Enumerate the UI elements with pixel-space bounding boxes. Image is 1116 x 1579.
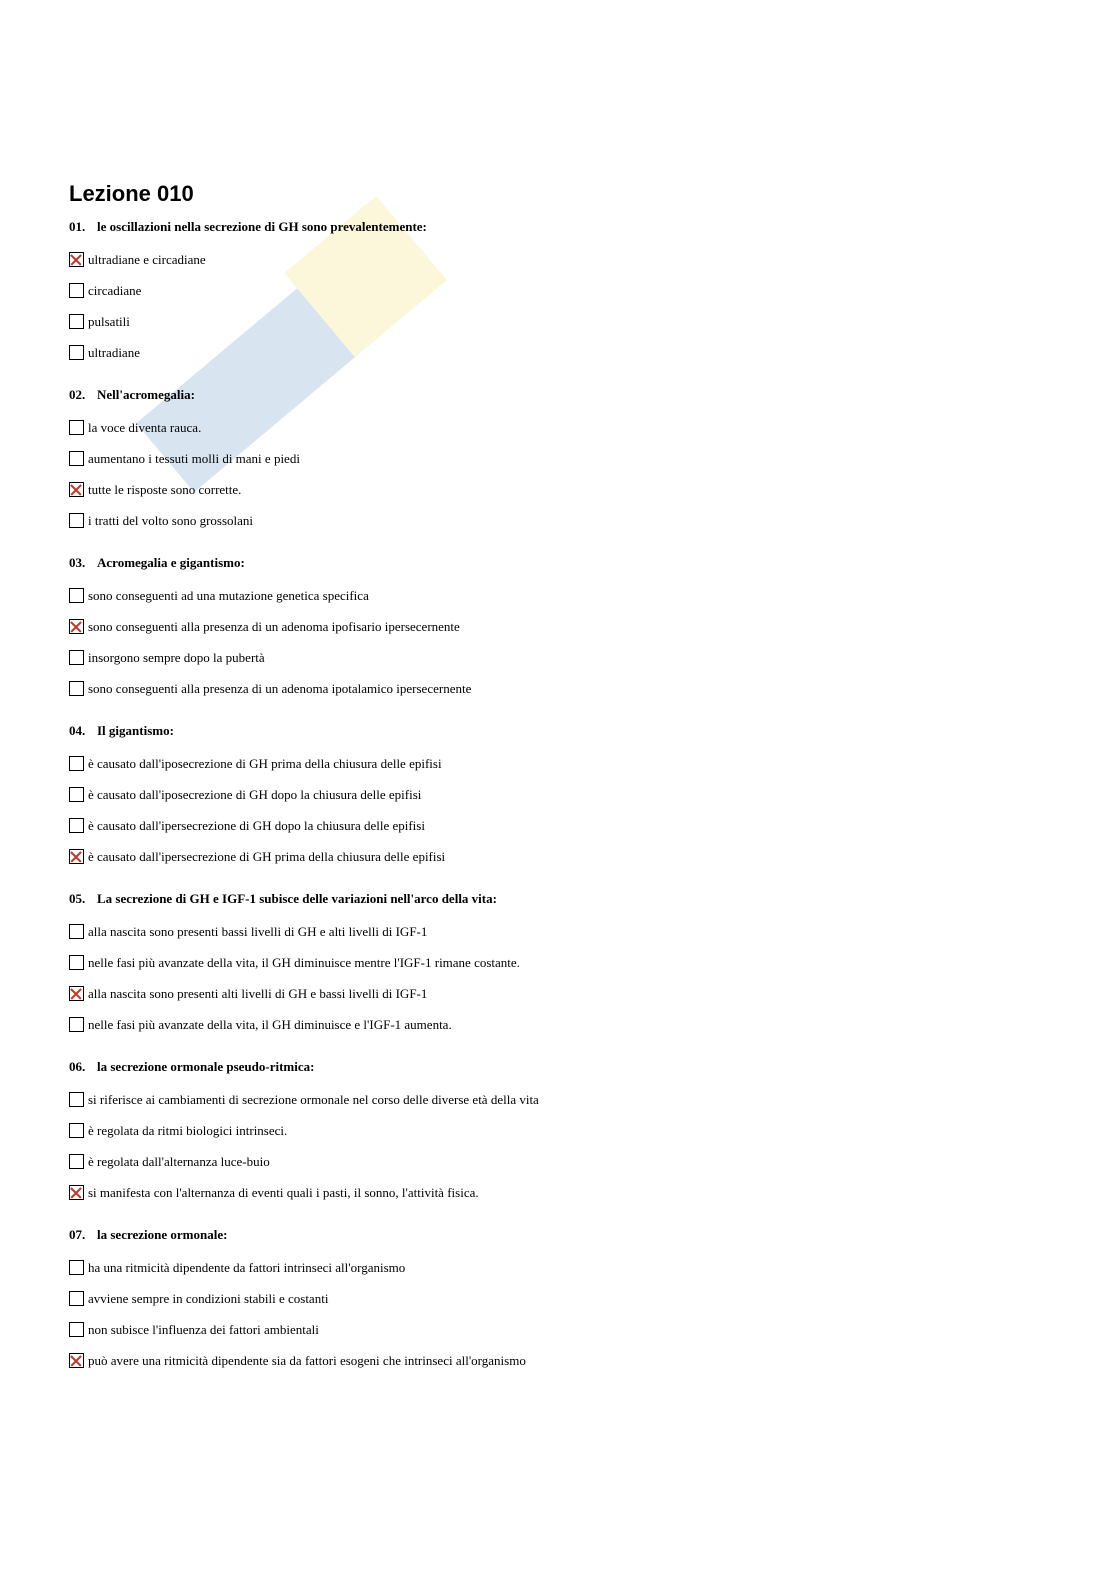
checkbox[interactable]	[69, 451, 84, 466]
question-number: 05.	[69, 891, 86, 906]
answer-option[interactable]	[69, 947, 1049, 978]
answer-label: tutte le risposte sono corrette.	[88, 481, 242, 497]
checkbox[interactable]	[69, 513, 84, 528]
answer-label: sono conseguenti alla presenza di un adenoma ipotalamico ipersecernente	[88, 680, 472, 696]
answer-option[interactable]	[69, 1009, 1049, 1040]
question-text: Il gigantismo:	[97, 723, 174, 738]
checkbox[interactable]	[69, 1123, 84, 1138]
checked-checkbox[interactable]	[69, 1185, 84, 1200]
question-block	[69, 384, 1049, 536]
question-block	[69, 720, 1049, 872]
answer-option[interactable]	[69, 779, 1049, 810]
checkbox[interactable]	[69, 1322, 84, 1337]
question-list	[69, 216, 1049, 1392]
answer-option[interactable]	[69, 611, 1049, 642]
answer-option[interactable]	[69, 412, 1049, 443]
checkbox[interactable]	[69, 1154, 84, 1169]
question-block	[69, 1224, 1049, 1376]
checkbox[interactable]	[69, 283, 84, 298]
answer-label: nelle fasi più avanzate della vita, il GH diminuisce e l'IGF-1 aumenta.	[88, 1016, 452, 1032]
checkbox[interactable]	[69, 314, 84, 329]
answer-label: circadiane	[88, 282, 142, 298]
answer-option[interactable]	[69, 306, 1049, 337]
answer-option[interactable]	[69, 505, 1049, 536]
checkbox[interactable]	[69, 420, 84, 435]
answer-label: alla nascita sono presenti bassi livelli di GH e alti livelli di IGF-1	[88, 923, 428, 939]
checked-checkbox[interactable]	[69, 1353, 84, 1368]
answer-option[interactable]	[69, 1314, 1049, 1345]
question-text: la secrezione ormonale pseudo-ritmica:	[97, 1059, 315, 1074]
answer-label: ultradiane	[88, 344, 140, 360]
answer-label: è causato dall'iposecrezione di GH dopo la chiusura delle epifisi	[88, 786, 422, 802]
answer-option[interactable]	[69, 748, 1049, 779]
answer-label: alla nascita sono presenti alti livelli di GH e bassi livelli di IGF-1	[88, 985, 428, 1001]
answer-label: la voce diventa rauca.	[88, 419, 202, 435]
checkbox[interactable]	[69, 650, 84, 665]
answer-label: sono conseguenti ad una mutazione genetica specifica	[88, 587, 369, 603]
answer-label: si manifesta con l'alternanza di eventi quali i pasti, il sonno, l'attività fisica.	[88, 1184, 479, 1200]
answer-option[interactable]	[69, 642, 1049, 673]
checkbox[interactable]	[69, 1017, 84, 1032]
question-block	[69, 1056, 1049, 1208]
answer-label: è causato dall'iposecrezione di GH prima della chiusura delle epifisi	[88, 755, 442, 771]
question-heading	[69, 1056, 1049, 1078]
checked-checkbox[interactable]	[69, 482, 84, 497]
question-block	[69, 888, 1049, 1040]
checkbox[interactable]	[69, 924, 84, 939]
answer-label: aumentano i tessuti molli di mani e piedi	[88, 450, 300, 466]
answer-option[interactable]	[69, 244, 1049, 275]
question-number: 06.	[69, 1059, 86, 1074]
answer-option[interactable]	[69, 1252, 1049, 1283]
question-text: La secrezione di GH e IGF-1 subisce delle variazioni nell'arco della vita:	[97, 891, 497, 906]
answer-label: i tratti del volto sono grossolani	[88, 512, 254, 528]
checkbox[interactable]	[69, 1260, 84, 1275]
checked-checkbox[interactable]	[69, 849, 84, 864]
answer-label: ha una ritmicità dipendente da fattori intrinseci all'organismo	[88, 1259, 406, 1275]
checkbox[interactable]	[69, 955, 84, 970]
answer-label: avviene sempre in condizioni stabili e costanti	[88, 1290, 329, 1306]
answer-option[interactable]	[69, 841, 1049, 872]
answer-label: è causato dall'ipersecrezione di GH prima della chiusura delle epifisi	[88, 848, 446, 864]
answer-label: non subisce l'influenza dei fattori ambientali	[88, 1321, 319, 1337]
checkbox[interactable]	[69, 1092, 84, 1107]
checkbox[interactable]	[69, 588, 84, 603]
answer-option[interactable]	[69, 978, 1049, 1009]
checkbox[interactable]	[69, 1291, 84, 1306]
checked-checkbox[interactable]	[69, 986, 84, 1001]
question-block	[69, 552, 1049, 704]
answer-label: è regolata da ritmi biologici intrinseci.	[88, 1122, 288, 1138]
question-text: Acromegalia e gigantismo:	[97, 555, 245, 570]
answer-label: può avere una ritmicità dipendente sia da fattori esogeni che intrinseci all'organismo	[88, 1352, 526, 1368]
answer-option[interactable]	[69, 1283, 1049, 1314]
answer-label: sono conseguenti alla presenza di un adenoma ipofisario ipersecernente	[88, 618, 460, 634]
answer-option[interactable]	[69, 1084, 1049, 1115]
answer-label: è regolata dall'alternanza luce-buio	[88, 1153, 270, 1169]
answer-option[interactable]	[69, 1146, 1049, 1177]
answer-option[interactable]	[69, 580, 1049, 611]
page-title: Lezione 010	[69, 181, 194, 206]
question-text: la secrezione ormonale:	[97, 1227, 228, 1242]
answer-option[interactable]	[69, 1345, 1049, 1376]
answer-option[interactable]	[69, 1115, 1049, 1146]
checked-checkbox[interactable]	[69, 252, 84, 267]
question-number: 04.	[69, 723, 86, 738]
checkbox[interactable]	[69, 787, 84, 802]
question-number: 01.	[69, 219, 86, 234]
checkbox[interactable]	[69, 756, 84, 771]
question-heading	[69, 384, 1049, 406]
answer-option[interactable]	[69, 275, 1049, 306]
answer-option[interactable]	[69, 474, 1049, 505]
question-heading	[69, 216, 1049, 238]
answer-label: ultradiane e circadiane	[88, 251, 206, 267]
question-heading	[69, 552, 1049, 574]
answer-option[interactable]	[69, 810, 1049, 841]
answer-option[interactable]	[69, 337, 1049, 368]
answer-option[interactable]	[69, 916, 1049, 947]
question-number: 07.	[69, 1227, 86, 1242]
answer-label: si riferisce ai cambiamenti di secrezione ormonale nel corso delle diverse età della vita	[88, 1091, 539, 1107]
checkbox[interactable]	[69, 681, 84, 696]
answer-label: nelle fasi più avanzate della vita, il GH diminuisce mentre l'IGF-1 rimane costante.	[88, 954, 520, 970]
question-text: le oscillazioni nella secrezione di GH sono prevalentemente:	[97, 219, 427, 234]
answer-label: pulsatili	[88, 313, 130, 329]
checked-checkbox[interactable]	[69, 619, 84, 634]
question-heading	[69, 720, 1049, 742]
question-heading	[69, 1224, 1049, 1246]
answer-label: insorgono sempre dopo la pubertà	[88, 649, 265, 665]
question-number: 03.	[69, 555, 86, 570]
question-text: Nell'acromegalia:	[97, 387, 195, 402]
checkbox[interactable]	[69, 818, 84, 833]
question-number: 02.	[69, 387, 86, 402]
checkbox[interactable]	[69, 345, 84, 360]
answer-option[interactable]	[69, 1177, 1049, 1208]
answer-option[interactable]	[69, 443, 1049, 474]
question-heading	[69, 888, 1049, 910]
answer-option[interactable]	[69, 673, 1049, 704]
answer-label: è causato dall'ipersecrezione di GH dopo la chiusura delle epifisi	[88, 817, 425, 833]
question-block	[69, 216, 1049, 368]
